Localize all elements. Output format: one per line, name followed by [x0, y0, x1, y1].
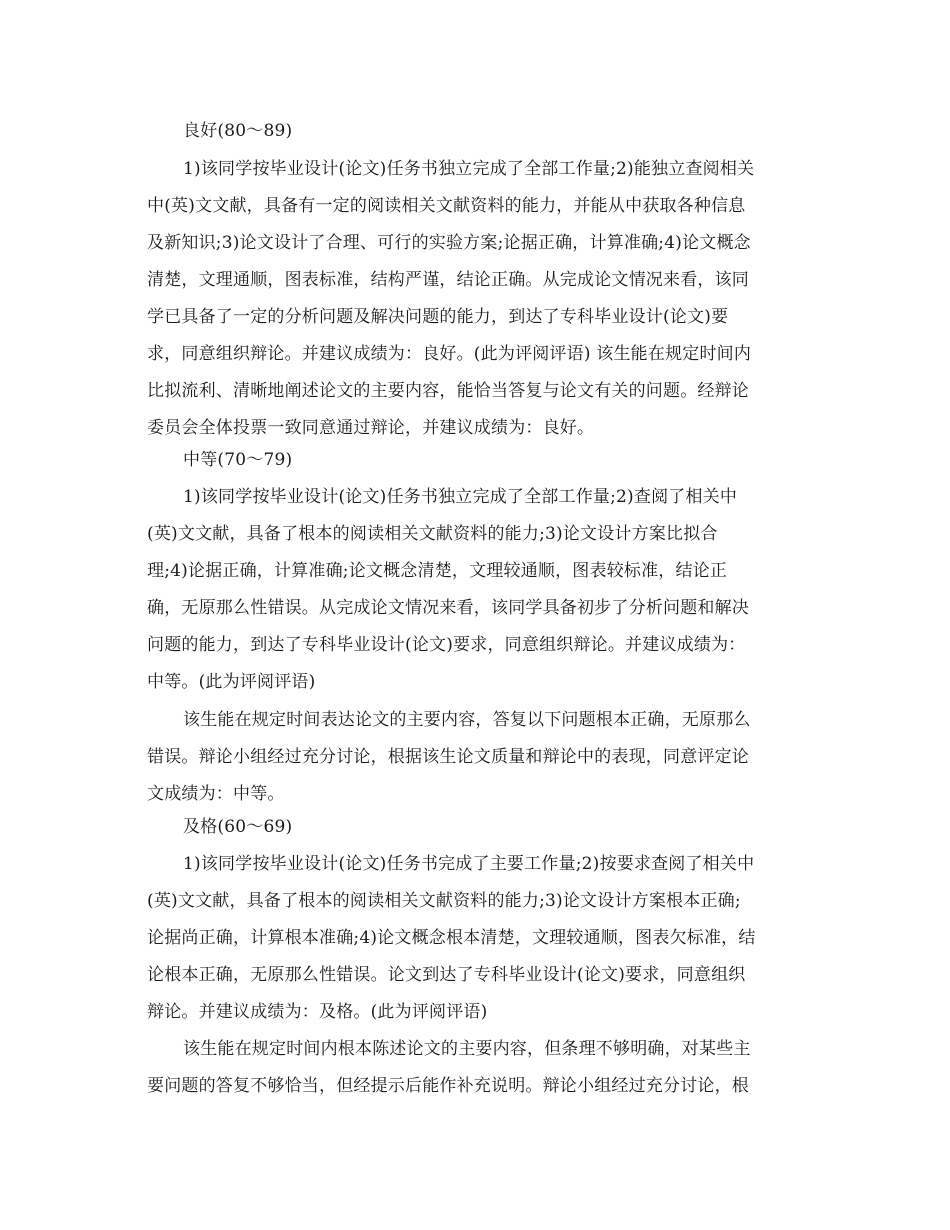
text-line: 1)该同学按毕业设计(论文)任务书完成了主要工作量;2)按要求查阅了相关中	[183, 854, 755, 874]
text-line: 该生能在规定时间表达论文的主要内容，答复以下问题根本正确，无原那么	[183, 710, 751, 730]
text-line: 要问题的答复不够恰当，但经提示后能作补充说明。辩论小组经过充分讨论，根	[147, 1076, 749, 1096]
text-line: 错误。辩论小组经过充分讨论，根据该生论文质量和辩论中的表现，同意评定论	[147, 747, 749, 767]
text-line: 辩论。并建议成绩为：及格。(此为评阅评语)	[147, 1002, 488, 1022]
text-line: 及新知识;3)论文设计了合理、可行的实验方案;论据正确，计算准确;4)论文概念	[147, 233, 751, 253]
text-line: 理;4)论据正确，计算准确;论文概念清楚，文理较通顺，图表较标准，结论正	[147, 561, 728, 581]
text-line: 1)该同学按毕业设计(论文)任务书独立完成了全部工作量;2)查阅了相关中	[183, 487, 738, 507]
text-line: 求，同意组织辩论。并建议成绩为：良好。(此为评阅评语) 该生能在规定时间内	[147, 344, 752, 364]
text-line: 学已具备了一定的分析问题及解决问题的能力，到达了专科毕业设计(论文)要	[147, 307, 729, 327]
text-line: 委员会全体投票一致同意通过辩论，并建议成绩为：良好。	[147, 418, 595, 438]
text-line: 论根本正确，无原那么性错误。论文到达了专科毕业设计(论文)要求，同意组织	[147, 965, 746, 985]
text-line: 论据尚正确，计算根本准确;4)论文概念根本清楚，文理较通顺，图表欠标准，结	[147, 928, 756, 948]
text-line: (英)文文献，具备了根本的阅读相关文献资料的能力;3)论文设计方案比拟合	[147, 524, 718, 544]
text-line: 确，无原那么性错误。从完成论文情况来看，该同学具备初步了分析问题和解决	[147, 598, 749, 618]
text-line: 清楚，文理通顺，图表标准，结构严谨，结论正确。从完成论文情况来看，该同	[147, 270, 749, 290]
section-heading-good: 良好(80～89)	[183, 121, 293, 141]
text-line: 中(英)文文献，具备有一定的阅读相关文献资料的能力，并能从中获取各种信息	[147, 196, 746, 216]
text-line: 1)该同学按毕业设计(论文)任务书独立完成了全部工作量;2)能独立查阅相关	[183, 159, 755, 179]
text-line: (英)文文献，具备了根本的阅读相关文献资料的能力;3)论文设计方案根本正确;	[147, 891, 741, 911]
text-line: 文成绩为：中等。	[147, 784, 285, 804]
section-heading-pass: 及格(60～69)	[183, 817, 293, 837]
text-line: 比拟流利、清晰地阐述论文的主要内容，能恰当答复与论文有关的问题。经辩论	[147, 381, 749, 401]
text-line: 该生能在规定时间内根本陈述论文的主要内容，但条理不够明确，对某些主	[183, 1039, 751, 1059]
text-line: 问题的能力，到达了专科毕业设计(论文)要求，同意组织辩论。并建议成绩为：	[147, 635, 746, 655]
text-line: 中等。(此为评阅评语)	[147, 672, 316, 692]
section-heading-medium: 中等(70～79)	[183, 450, 293, 470]
